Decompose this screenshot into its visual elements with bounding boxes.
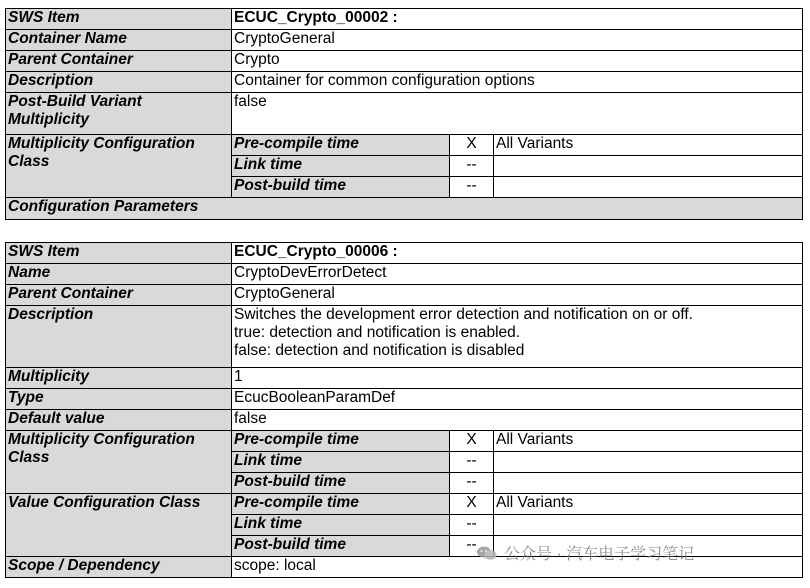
table-row [6, 306, 803, 368]
table-row [6, 30, 803, 51]
multiplicity-config-class-label: Multiplicity Configuration Class [6, 431, 232, 494]
table-row [6, 410, 803, 431]
link-time-mark: -- [450, 156, 494, 177]
pre-compile-time-mark: X [450, 135, 494, 156]
parent-container-value: Crypto [232, 51, 803, 72]
table-row [6, 264, 803, 285]
default-value-value: false [232, 410, 803, 431]
post-build-time-variant [494, 177, 803, 198]
pre-compile-time-mark: X [450, 431, 494, 452]
parent-container-label: Parent Container [6, 51, 232, 72]
link-time-label: Link time [232, 156, 450, 177]
description-line: false: detection and notification is disabled [234, 342, 525, 359]
post-build-time-mark: -- [450, 473, 494, 494]
multiplicity-label: Multiplicity [6, 368, 232, 389]
value-link-time-variant [494, 515, 803, 536]
container-name-value: CryptoGeneral [232, 30, 803, 51]
type-label: Type [6, 389, 232, 410]
scope-dependency-value: scope: local [232, 557, 803, 578]
table-row [6, 135, 803, 156]
post-build-time-label: Post-build time [232, 473, 450, 494]
type-value: EcucBooleanParamDef [232, 389, 803, 410]
container-spec-table [5, 8, 803, 220]
name-value: CryptoDevErrorDetect [232, 264, 803, 285]
value-post-build-time-mark: -- [450, 536, 494, 557]
link-time-label: Link time [232, 452, 450, 473]
table-row [6, 72, 803, 93]
value-pre-compile-time-label: Pre-compile time [232, 494, 450, 515]
link-time-variant [494, 452, 803, 473]
post-build-time-label: Post-build time [232, 177, 450, 198]
sws-item-label: SWS Item [6, 9, 232, 30]
description-label: Description [6, 306, 232, 368]
pre-compile-time-variant: All Variants [494, 431, 803, 452]
value-pre-compile-time-mark: X [450, 494, 494, 515]
value-pre-compile-time-variant: All Variants [494, 494, 803, 515]
watermark [476, 541, 694, 564]
table-row [6, 389, 803, 410]
post-build-time-mark: -- [450, 177, 494, 198]
sws-item-label: SWS Item [6, 243, 232, 264]
table-row [6, 285, 803, 306]
multiplicity-config-class-label: Multiplicity Configuration Class [6, 135, 232, 198]
post-build-multiplicity-label: Post-Build Variant Multiplicity [6, 93, 232, 135]
table-row [6, 51, 803, 72]
value-link-time-label: Link time [232, 515, 450, 536]
multiplicity-value: 1 [232, 368, 803, 389]
value-link-time-mark: -- [450, 515, 494, 536]
scope-dependency-label: Scope / Dependency [6, 557, 232, 578]
description-value: Container for common configuration options [232, 72, 803, 93]
table-row [6, 431, 803, 452]
table-row [6, 9, 803, 30]
watermark-text: 公众号 · 汽车电子学习笔记 [504, 546, 695, 563]
description-value [232, 306, 803, 368]
table-row [6, 243, 803, 264]
value-config-class-label: Value Configuration Class [6, 494, 232, 557]
table-row [6, 368, 803, 389]
post-build-time-variant [494, 473, 803, 494]
pre-compile-time-variant: All Variants [494, 135, 803, 156]
name-label: Name [6, 264, 232, 285]
pre-compile-time-label: Pre-compile time [232, 135, 450, 156]
default-value-label: Default value [6, 410, 232, 431]
configuration-parameters-label: Configuration Parameters [6, 198, 803, 220]
post-build-multiplicity-value: false [232, 93, 803, 135]
value-post-build-time-label: Post-build time [232, 536, 450, 557]
description-line: Switches the development error detection and notification on or off. [234, 306, 693, 323]
parameter-spec-table [5, 242, 803, 578]
link-time-mark: -- [450, 452, 494, 473]
sws-item-value: ECUC_Crypto_00006 : [232, 243, 803, 264]
pre-compile-time-label: Pre-compile time [232, 431, 450, 452]
parent-container-label: Parent Container [6, 285, 232, 306]
sws-item-value: ECUC_Crypto_00002 : [232, 9, 803, 30]
description-line: true: detection and notification is enabled. [234, 324, 521, 341]
description-label: Description [6, 72, 232, 93]
table-row [6, 494, 803, 515]
link-time-variant [494, 156, 803, 177]
parent-container-value: CryptoGeneral [232, 285, 803, 306]
container-name-label: Container Name [6, 30, 232, 51]
table-row [6, 93, 803, 135]
wechat-icon [476, 545, 498, 561]
table-row [6, 198, 803, 220]
